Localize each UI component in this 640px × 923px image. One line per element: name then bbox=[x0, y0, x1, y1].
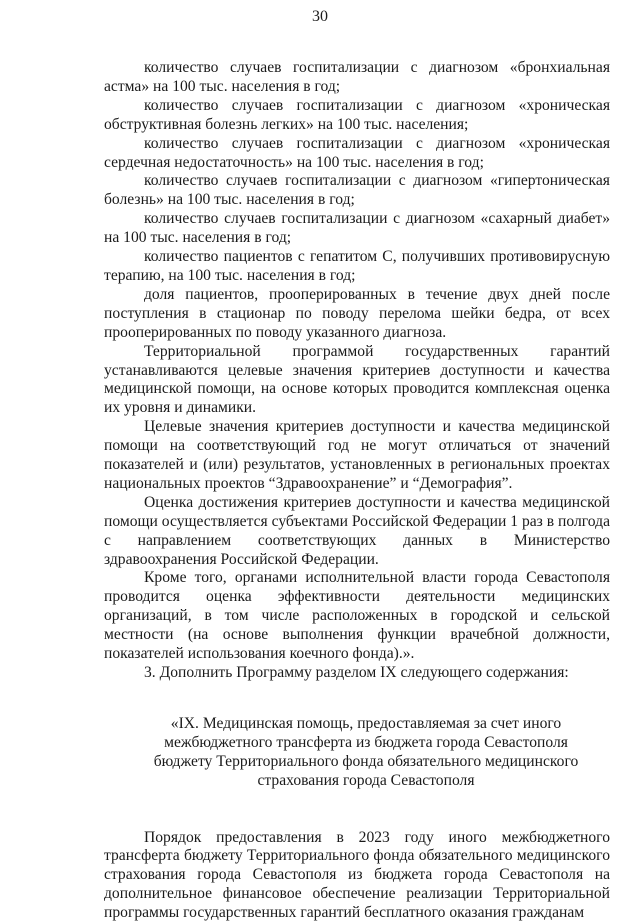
paragraph: 3. Дополнить Программу разделом IX следующего содержания: bbox=[144, 664, 569, 681]
paragraph: количество случаев госпитализации с диагнозом «бронхиальная астма» на 100 тыс. населения в год; bbox=[104, 59, 610, 95]
paragraph: Целевые значения критериев доступности и качества медицинской помощи на соответствующий год не могут отличаться от значений показателей и (или) результатов, установленных в региональных проектах национальных проектов “Здравоохранение” и “Демография”. bbox=[104, 418, 610, 492]
section-heading-line: межбюджетного трансферта из бюджета города Севастополя bbox=[164, 733, 568, 751]
paragraph: доля пациентов, прооперированных в течение двух дней после поступления в стационар по поводу перелома шейки бедра, от всех прооперированных по поводу указанного диагноза. bbox=[104, 285, 610, 341]
paragraph: Оценка достижения критериев доступности и качества медицинской помощи осуществляется субъектами Российской Федерации 1 раз в полгода с направлением соответствующих данных в Министерство здравоохранения Российской Федерации. bbox=[104, 493, 610, 568]
section-heading-line: бюджету Территориального фонда обязательного медицинского bbox=[153, 752, 579, 770]
paragraph: количество пациентов с гепатитом С, получивших противовирусную терапию, на 100 тыс. населения в год; bbox=[104, 248, 610, 284]
paragraph: Территориальной программой государственных гарантий устанавливаются целевые значения критериев доступности и качества медицинской помощи, на основе которых проводится комплексная оценка их уровня и динамики. bbox=[104, 342, 610, 417]
paragraph: количество случаев госпитализации с диагнозом «хроническая обструктивная болезнь легких» на 100 тыс. населения; bbox=[104, 96, 610, 133]
paragraph: Кроме того, органами исполнительной власти города Севастополя проводится оценка эффективности деятельности медицинских организаций, в том числе расположенных в городской и сельской местности (на основе выполнения функции врачебной должности, показателей использования коечного фонда).». bbox=[104, 569, 610, 663]
document-body bbox=[104, 59, 610, 923]
paragraph: количество случаев госпитализации с диагнозом «гипертоническая болезнь» на 100 тыс. населения в год; bbox=[104, 172, 610, 209]
page-number: 30 bbox=[312, 8, 328, 25]
paragraph: количество случаев госпитализации с диагнозом «хроническая сердечная недостаточность» на 100 тыс. населения в год; bbox=[104, 134, 610, 171]
section-heading-line: страхования города Севастополя bbox=[257, 771, 475, 789]
paragraph: Порядок предоставления в 2023 году иного межбюджетного трансферта бюджету Территориального фонда обязательного медицинского страхования города Севастополя из бюджета города Севастополя на дополнительное финансовое обеспечение реализации Территориальной программы государственных гарантий бесплатного оказания гражданам bbox=[104, 828, 610, 922]
section-heading bbox=[104, 715, 610, 791]
paragraph: количество случаев госпитализации с диагнозом «сахарный диабет» на 100 тыс. населения в год; bbox=[104, 210, 610, 247]
section-heading-line: «IX. Медицинская помощь, предоставляемая за счет иного bbox=[170, 714, 562, 732]
